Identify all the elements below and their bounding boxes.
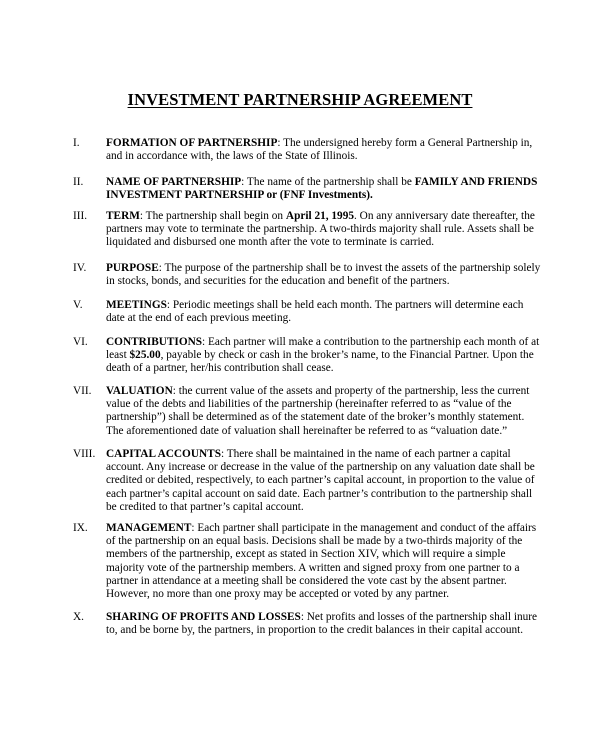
bold-text: TERM [106, 210, 140, 222]
text-run: to, and be borne by, the partners, in proportion to the credit balances in their capital account. [106, 624, 524, 637]
text-run: partners may vote to terminate the partnership. A two-thirds majority shall rule. Assets shall be [106, 223, 534, 236]
clause-line [106, 137, 533, 150]
clause-text [106, 448, 535, 514]
text-run: credited or debited, respectively, to each partner’s capital account, in proportion to the value of [106, 474, 535, 487]
clause-number: I. [73, 137, 80, 149]
clause-text [106, 611, 538, 637]
clause-line [106, 474, 535, 487]
clause-text [106, 176, 538, 202]
clause-line [106, 275, 526, 288]
clause-line [106, 411, 526, 424]
bold-text: MEETINGS [106, 299, 167, 311]
clause-line [106, 236, 526, 249]
clause-number: II. [73, 176, 84, 188]
text-run: partner in attendance at a meeting shall be considered the vote cast by the absent partner. [106, 574, 507, 587]
clause-number: V. [73, 299, 83, 311]
document-title: INVESTMENT PARTNERSHIP AGREEMENT [127, 90, 473, 109]
clause-line [106, 588, 526, 601]
clause-line [106, 501, 526, 514]
clause-text [106, 137, 533, 163]
text-run: : The partnership shall begin on [139, 210, 286, 222]
clause-line [106, 299, 526, 312]
clause-line [106, 189, 526, 202]
text-run: date at the end of each previous meeting. [106, 312, 292, 325]
bold-text: MANAGEMENT [106, 522, 192, 534]
bold-text: CONTRIBUTIONS [106, 336, 203, 348]
clause-line [106, 176, 538, 189]
clause-line [106, 624, 526, 637]
text-run: members of the partnership, except as stated in Section XIV, which will require a simple [106, 548, 506, 561]
clause-line [106, 425, 526, 438]
text-run: least [106, 349, 130, 362]
bold-text: FORMATION OF PARTNERSHIP [106, 137, 278, 149]
clause-line [106, 362, 526, 375]
clause-line [106, 522, 537, 535]
text-run: : The undersigned hereby form a General Partnership in, [277, 137, 533, 149]
clause-text [106, 262, 541, 288]
bold-text: PURPOSE [106, 262, 159, 274]
clause-line [106, 210, 535, 223]
clause-line [106, 448, 526, 461]
bold-text: CAPITAL ACCOUNTS [106, 448, 221, 460]
clause-line [106, 461, 535, 474]
bold-text: VALUATION [106, 385, 173, 397]
text-run: partnership”) shall be determined as of the statement date of the broker’s monthly statement. [106, 411, 525, 424]
bold-text: NAME OF PARTNERSHIP [106, 176, 242, 188]
clause-number: III. [73, 210, 88, 222]
clause-line [106, 535, 526, 548]
clause-line [106, 562, 526, 575]
clause-line [106, 385, 530, 398]
text-run: of the partnership on an equal basis. Decisions shall be made by a two-thirds majority of the [106, 535, 523, 548]
bold-text: April 21, 1995 [285, 210, 355, 222]
clause-text [106, 385, 530, 438]
clause-line [106, 336, 540, 349]
clause-line [106, 487, 533, 501]
clause-text [106, 522, 537, 601]
text-run: each partner’s capital account on said date. Each partner’s contribution to the partnership shall [106, 487, 533, 500]
text-run: , payable by check or cash in the broker’s name, to the Financial Partner. Upon the [160, 349, 534, 362]
text-run: : There shall be maintained in the name of each partner a capital [220, 448, 511, 460]
clause-line [106, 150, 526, 163]
text-run: in stocks, bonds, and securities for the education and benefit of the partners. [106, 275, 450, 288]
clause-line [106, 548, 526, 561]
text-run: . On any anniversary date thereafter, the [354, 210, 535, 222]
text-run: value of the debts and liabilities of the partnership (hereinafter referred to as “value of the [106, 398, 512, 411]
clause-number: VII. [73, 385, 92, 397]
text-run: death of a partner, her/his contribution shall cease. [106, 362, 334, 375]
clause-line [106, 611, 538, 624]
clause-number: VI. [73, 336, 88, 348]
text-run: : the current value of the assets and property of the partnership, less the current [172, 385, 530, 397]
clause-line [106, 312, 526, 325]
clause-text [106, 299, 526, 325]
bold-text: $25.00 [129, 349, 161, 362]
clause-number: IX. [73, 522, 88, 534]
clause-text [106, 336, 540, 376]
text-run: : Each partner will make a contribution to the partnership each month of at [202, 336, 540, 348]
clause-line [106, 223, 534, 236]
text-run: majority vote of the partnership members. A written and signed proxy from one partner to a [106, 561, 520, 574]
text-run: : Periodic meetings shall be held each month. The partners will determine each [166, 299, 524, 311]
clause-number: VIII. [73, 448, 96, 460]
clause-number: IV. [73, 262, 87, 274]
clause-text [106, 210, 535, 250]
text-run: account. Any increase or decrease in the value of the partnership on any valuation date shall be [106, 461, 535, 474]
text-run: The aforementioned date of valuation shall hereinafter be referred to as “valuation date.” [106, 424, 508, 437]
clause-line [106, 575, 526, 588]
text-run: : Net profits and losses of the partnership shall inure [300, 611, 538, 623]
text-run: be credited to that partner’s capital account. [106, 500, 304, 513]
text-run: and in accordance with, the laws of the State of Illinois. [106, 150, 358, 163]
bold-text: FAMILY AND FRIENDS [414, 176, 538, 188]
text-run: However, no more than one proxy may be accepted or voted by any partner. [106, 588, 450, 601]
text-run: : The name of the partnership shall be [241, 176, 415, 188]
clause-number: X. [73, 611, 84, 623]
clause-line [106, 398, 526, 411]
text-run: : The purpose of the partnership shall be to invest the assets of the partnership solely [158, 262, 541, 274]
clause-line [106, 262, 541, 275]
text-run: liquidated and disbursed one month after the vote to terminate is carried. [106, 236, 435, 249]
bold-text: INVESTMENT PARTNERSHIP or (FNF Investments). [106, 189, 373, 202]
clause-line [106, 349, 534, 362]
bold-text: SHARING OF PROFITS AND LOSSES [106, 611, 301, 623]
text-run: : Each partner shall participate in the management and conduct of the affairs [191, 522, 537, 534]
